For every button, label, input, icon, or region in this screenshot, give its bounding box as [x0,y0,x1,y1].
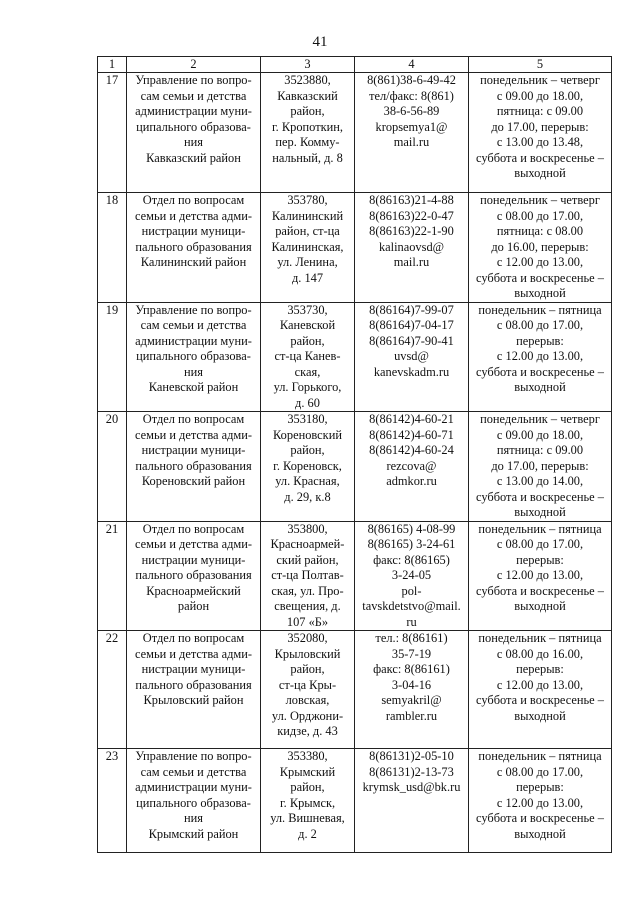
office-contacts: 8(86164)7-99-07 8(86164)7-04-17 8(86164)7-90-41 uvsd@ kanevskadm.ru [355,302,469,412]
header-cell: 4 [355,57,469,73]
header-cell: 3 [261,57,355,73]
contacts-table [97,56,612,853]
row-number: 17 [98,73,127,193]
table-row [98,193,612,303]
header-cell: 2 [127,57,261,73]
office-hours: понедельник – пятница с 08.00 до 16.00, перерыв: с 12.00 до 13.00, суббота и воскресенье – выходной [469,631,612,749]
header-cell: 5 [469,57,612,73]
office-address: 353800, Красноармей- ский район, ст-ца Полтав- ская, ул. Про- свещения, д. 107 «Б» [261,521,355,631]
table-row [98,302,612,412]
table-row [98,749,612,853]
table-row [98,412,612,522]
row-number: 19 [98,302,127,412]
row-number: 20 [98,412,127,522]
office-name: Отдел по вопросам семьи и детства адми- нистрации муници- пального образования Кореновский район [127,412,261,522]
office-name: Отдел по вопросам семьи и детства адми- нистрации муници- пального образования Крыловский район [127,631,261,749]
office-address: 352080, Крыловский район, ст-ца Кры- ловская, ул. Орджони- кидзе, д. 43 [261,631,355,749]
table-row [98,631,612,749]
row-number: 23 [98,749,127,853]
office-hours: понедельник – четверг с 09.00 до 18.00, пятница: с 09.00 до 17.00, перерыв: с 13.00 до 14.00, суббота и воскресенье – выходной [469,412,612,522]
row-number: 22 [98,631,127,749]
office-hours: понедельник – четверг с 09.00 до 18.00, пятница: с 09.00 до 17.00, перерыв: с 13.00 до 13.48, суббота и воскресенье – выходной [469,73,612,193]
table-header-row [98,57,612,73]
office-address: 353730, Каневской район, ст-ца Канев- ская, ул. Горького, д. 60 [261,302,355,412]
row-number: 21 [98,521,127,631]
office-name: Управление по вопро- сам семьи и детства администрации муни- ципального образова- ния Кавказский район [127,73,261,193]
office-hours: понедельник – четверг с 08.00 до 17.00, пятница: с 08.00 до 16.00, перерыв: с 12.00 до 13.00, суббота и воскресенье – выходной [469,193,612,303]
office-contacts: тел.: 8(86161) 35-7-19 факс: 8(86161) 3-04-16 semyakril@ rambler.ru [355,631,469,749]
office-address: 353780, Калининский район, ст-ца Калининская, ул. Ленина, д. 147 [261,193,355,303]
table-row [98,521,612,631]
office-hours: понедельник – пятница с 08.00 до 17.00, перерыв: с 12.00 до 13.00, суббота и воскресенье – выходной [469,749,612,853]
office-name: Управление по вопро- сам семьи и детства администрации муни- ципального образова- ния Каневской район [127,302,261,412]
office-contacts: 8(86163)21-4-88 8(86163)22-0-47 8(86163)22-1-90 kalinaovsd@ mail.ru [355,193,469,303]
office-hours: понедельник – пятница с 08.00 до 17.00, перерыв: с 12.00 до 13.00, суббота и воскресенье – выходной [469,521,612,631]
office-address: 353380, Крымский район, г. Крымск, ул. Вишневая, д. 2 [261,749,355,853]
office-contacts: 8(86165) 4-08-99 8(86165) 3-24-61 факс: 8(86165) 3-24-05 pol- tavskdetstvo@mail. ru [355,521,469,631]
office-contacts: 8(86131)2-05-10 8(86131)2-13-73 krymsk_usd@bk.ru [355,749,469,853]
office-address: 353180, Кореновский район, г. Кореновск, ул. Красная, д. 29, к.8 [261,412,355,522]
office-contacts: 8(86142)4-60-21 8(86142)4-60-71 8(86142)4-60-24 rezcova@ admkor.ru [355,412,469,522]
page-number: 41 [312,34,328,50]
header-cell: 1 [98,57,127,73]
office-hours: понедельник – пятница с 08.00 до 17.00, перерыв: с 12.00 до 13.00, суббота и воскресенье – выходной [469,302,612,412]
office-name: Отдел по вопросам семьи и детства адми- нистрации муници- пального образования Калининский район [127,193,261,303]
office-name: Управление по вопро- сам семьи и детства администрации муни- ципального образова- ния Крымский район [127,749,261,853]
row-number: 18 [98,193,127,303]
office-address: 3523880, Кавказский район, г. Кропоткин, пер. Комму- нальный, д. 8 [261,73,355,193]
table-row [98,73,612,193]
office-name: Отдел по вопросам семьи и детства адми- нистрации муници- пального образования Красноармейский район [127,521,261,631]
office-contacts: 8(861)38-6-49-42 тел/факс: 8(861) 38-6-56-89 kropsemya1@ mail.ru [355,73,469,193]
